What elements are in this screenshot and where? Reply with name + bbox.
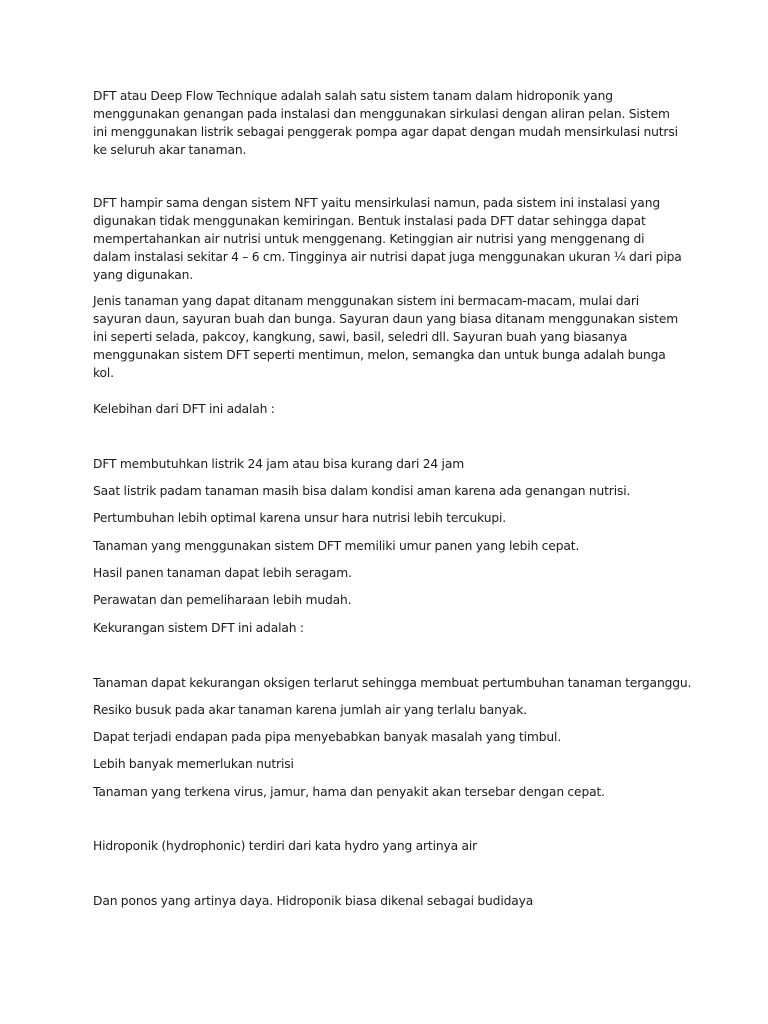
disadvantage-item: Resiko busuk pada akar tanaman karena jumlah air yang terlalu banyak. — [93, 703, 528, 717]
disadvantage-item: Dapat terjadi endapan pada pipa menyebabkan banyak masalah yang timbul. — [93, 730, 562, 744]
advantage-item: Hasil panen tanaman dapat lebih seragam. — [93, 566, 352, 580]
advantage-item: Pertumbuhan lebih optimal karena unsur hara nutrisi lebih tercukupi. — [93, 511, 507, 525]
paragraph-ponos-definition: Dan ponos yang artinya daya. Hidroponik biasa dikenal sebagai budidaya — [93, 894, 534, 908]
paragraph-hydroponic-definition: Hidroponik (hydrophonic) terdiri dari kata hydro yang artinya air — [93, 839, 478, 853]
disadvantage-item: Lebih banyak memerlukan nutrisi — [93, 757, 294, 771]
paragraph-plant-types: Jenis tanaman yang dapat ditanam menggunakan sistem ini bermacam-macam, mulai dari sayuran daun, sayuran buah dan bunga. Sayuran daun yang biasa ditanam menggunakan sistem ini seperti selada, pakcoy, kangkung, sawi, basil, seledri dll. Sayuran buah yang biasanya menggunakan sistem DFT seperti mentimun, melon, semangka dan untuk bunga adalah bunga kol. — [93, 294, 679, 380]
disadvantage-item: Tanaman dapat kekurangan oksigen terlarut sehingga membuat pertumbuhan tanaman terganggu. — [93, 676, 692, 690]
advantage-item: Tanaman yang menggunakan sistem DFT memiliki umur panen yang lebih cepat. — [93, 539, 580, 553]
advantage-item: Perawatan dan pemeliharaan lebih mudah. — [93, 593, 352, 607]
advantage-item: Saat listrik padam tanaman masih bisa dalam kondisi aman karena ada genangan nutrisi. — [93, 484, 631, 498]
advantages-heading: Kelebihan dari DFT ini adalah : — [93, 402, 275, 416]
paragraph-dft-intro: DFT atau Deep Flow Technique adalah salah satu sistem tanam dalam hidroponik yang menggunakan genangan pada instalasi dan menggunakan sirkulasi dengan aliran pelan. Sistem ini menggunakan listrik sebagai penggerak pompa agar dapat dengan mudah mensirkulasi nutrsi ke seluruh akar tanaman. — [93, 89, 678, 157]
disadvantages-heading: Kekurangan sistem DFT ini adalah : — [93, 621, 304, 635]
paragraph-dft-vs-nft: DFT hampir sama dengan sistem NFT yaitu mensirkulasi namun, pada sistem ini instalasi yang digunakan tidak menggunakan kemiringan. Bentuk instalasi pada DFT datar sehingga dapat mempertahankan air nutrisi untuk menggenang. Ketinggian air nutrisi yang menggenang di dalam instalasi sekitar 4 – 6 cm. Tingginya air nutrisi dapat juga menggunakan ukuran ¼ dari pipa yang digunakan. — [93, 196, 682, 282]
advantage-item: DFT membutuhkan listrik 24 jam atau bisa kurang dari 24 jam — [93, 457, 465, 471]
disadvantage-item: Tanaman yang terkena virus, jamur, hama dan penyakit akan tersebar dengan cepat. — [93, 785, 605, 799]
